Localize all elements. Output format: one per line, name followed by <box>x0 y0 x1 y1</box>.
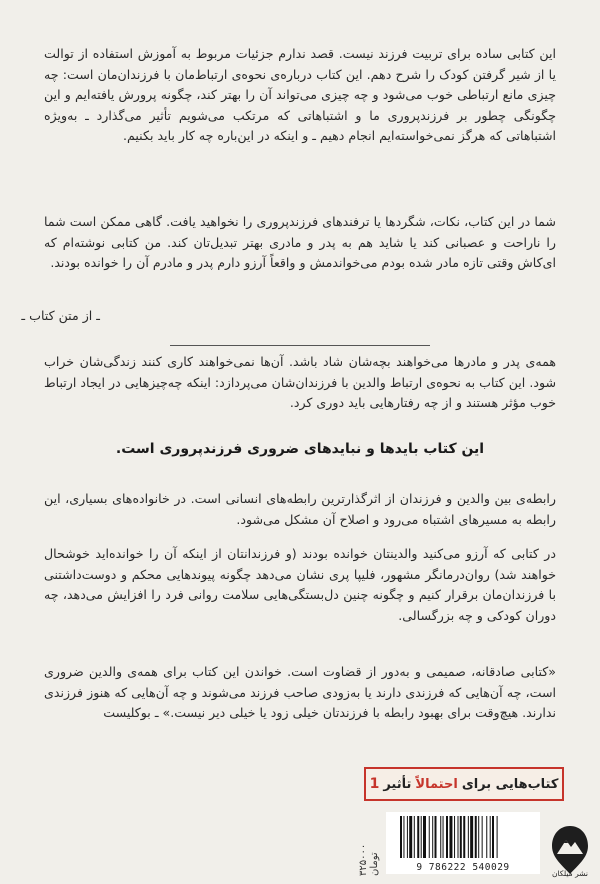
barcode-bars-icon <box>400 816 526 858</box>
barcode-bar <box>403 816 404 858</box>
excerpt-paragraph-1 <box>44 44 556 147</box>
barcode-bar <box>449 816 452 858</box>
barcode-bar <box>454 816 455 858</box>
intro-paragraph <box>44 352 556 414</box>
barcode-bar <box>400 816 402 858</box>
description-text-1: رابطه‌ی بین والدین و فرزندان از اثرگذارترین رابطه‌های انسانی است. در خانواده‌های بسیاری، این رابطه به مسیرهای اشتباه می‌رود و اصلاح آن مشکل می‌شود. <box>44 491 556 527</box>
series-prefix: کتاب‌هایی برای <box>461 776 559 792</box>
headline: این کتاب بایدها و نبایدهای ضروری فرزندپروری است. <box>115 441 485 457</box>
barcode-bar <box>414 816 415 858</box>
barcode-bar <box>443 816 444 858</box>
barcode-bar <box>407 816 408 858</box>
barcode-bar <box>463 816 465 858</box>
barcode-bar <box>446 816 448 858</box>
divider-line <box>170 345 430 346</box>
series-number: 1 <box>369 776 380 792</box>
series-label <box>364 767 564 801</box>
excerpt-text-2: شما در این کتاب، نکات، شگردها یا ترفندهای فرزندپروری را نخواهید یافت. گاهی ممکن است شما را ناراحت و عصبانی کند یا شاید هم به پدر و مادری بهتر تبدیل‌تان کند. من کتابی نوشته‌ام که ای‌کاش وقتی تازه مادر شده بودم می‌خواندمش و واقعاً آرزو دارم پدر و مادرم آن را خوانده بودند. <box>44 214 556 271</box>
barcode-bar <box>492 816 494 858</box>
barcode-bar <box>423 816 426 858</box>
series-highlight: احتمالاً <box>415 776 458 792</box>
barcode-bar <box>432 816 433 858</box>
price-label: ۳۲۵۰۰۰ تومان <box>358 843 380 876</box>
series-suffix: تأثیر <box>383 776 412 792</box>
barcode-bar <box>486 816 487 858</box>
barcode-bar <box>458 816 459 858</box>
barcode-bar <box>460 816 462 858</box>
barcode-bar <box>478 816 479 858</box>
excerpt-source: ـ از متن کتاب ـ <box>21 308 100 323</box>
review-text: «کتابی صادقانه، صمیمی و به‌دور از قضاوت است. خواندن این کتاب برای همه‌ی والدین ضروری است، چه آن‌هایی که فرزندی دارند یا به‌زودی صاحب فرزند می‌شوند و چه آن‌هایی که هنوز فرزندی ندارند. هیچ‌وقت برای بهبود رابطه با فرزندتان خیلی زود یا خیلی دیر نیست.» ـ بوکلیست <box>44 664 556 721</box>
barcode-number: 9 786222 540029 <box>416 862 510 873</box>
description-paragraph-2 <box>44 544 556 626</box>
barcode-bar <box>490 816 491 858</box>
excerpt-text-1: این کتابی ساده برای تربیت فرزند نیست. قصد ندارم جزئیات مربوط به آموزش استفاده از توالت یا از شیر گرفتن کودک را شرح دهم. این کتاب درباره‌ی نحوه‌ی ارتباط‌مان با فرزندان‌مان است: چه چیزی مانع ارتباطی خوب می‌شود و چه چیزی می‌تواند آن را بهتر کند، چگونه پرورش یافته‌ایم و این چگونگی چطور بر فرزندپروری ما و اشتباهاتی که مرتکب می‌شویم تأثیر می‌گذارد ـ به‌ویژه اشتباهاتی که هرگز نمی‌خواسته‌ایم انجام دهیم ـ و اینکه در این‌باره چه کار باید بکنیم. <box>44 46 556 144</box>
barcode-bar <box>435 816 437 858</box>
barcode-bar <box>421 816 422 858</box>
excerpt-paragraph-2 <box>44 212 556 274</box>
barcode-bar <box>482 816 483 858</box>
intro-text: همه‌ی پدر و مادرها می‌خواهند بچه‌شان شاد باشد. آن‌ها نمی‌خواهند کاری کنند زندگی‌شان خراب شود. این کتاب به نحوه‌ی ارتباط والدین با فرزندان‌شان می‌پردازد: اینکه چه‌چیزهایی در ایجاد ارتباط خوب مؤثر هستند و از چه رفتارهایی باید دوری کرد. <box>44 354 556 411</box>
publisher-name: نشر میلکان <box>552 869 588 878</box>
isbn-barcode <box>386 812 540 874</box>
review-quote <box>44 662 556 724</box>
barcode-bar <box>417 816 419 858</box>
barcode-bar <box>468 816 469 858</box>
barcode-bar <box>429 816 430 858</box>
barcode-bar <box>470 816 473 858</box>
description-text-2: در کتابی که آرزو می‌کنید والدینتان خوانده بودند (و فرزندانتان از اینکه آن را خوانده‌اید خوشحال خواهند شد) روان‌درمانگر مشهور، فلیپا پری نشان می‌دهد چگونه پیوندهایی محکم و دوست‌داشتنی با فرزندان‌مان برقرار کنیم و چگونه چنین دل‌بستگی‌هایی سلامت روانی فرد را افزایش می‌دهد، چه دوران کودکی و چه بزرگسالی. <box>44 546 556 623</box>
barcode-bar <box>409 816 412 858</box>
barcode-bar <box>497 816 498 858</box>
barcode-bar <box>475 816 477 858</box>
barcode-bar <box>440 816 441 858</box>
description-paragraph-1 <box>44 489 556 530</box>
